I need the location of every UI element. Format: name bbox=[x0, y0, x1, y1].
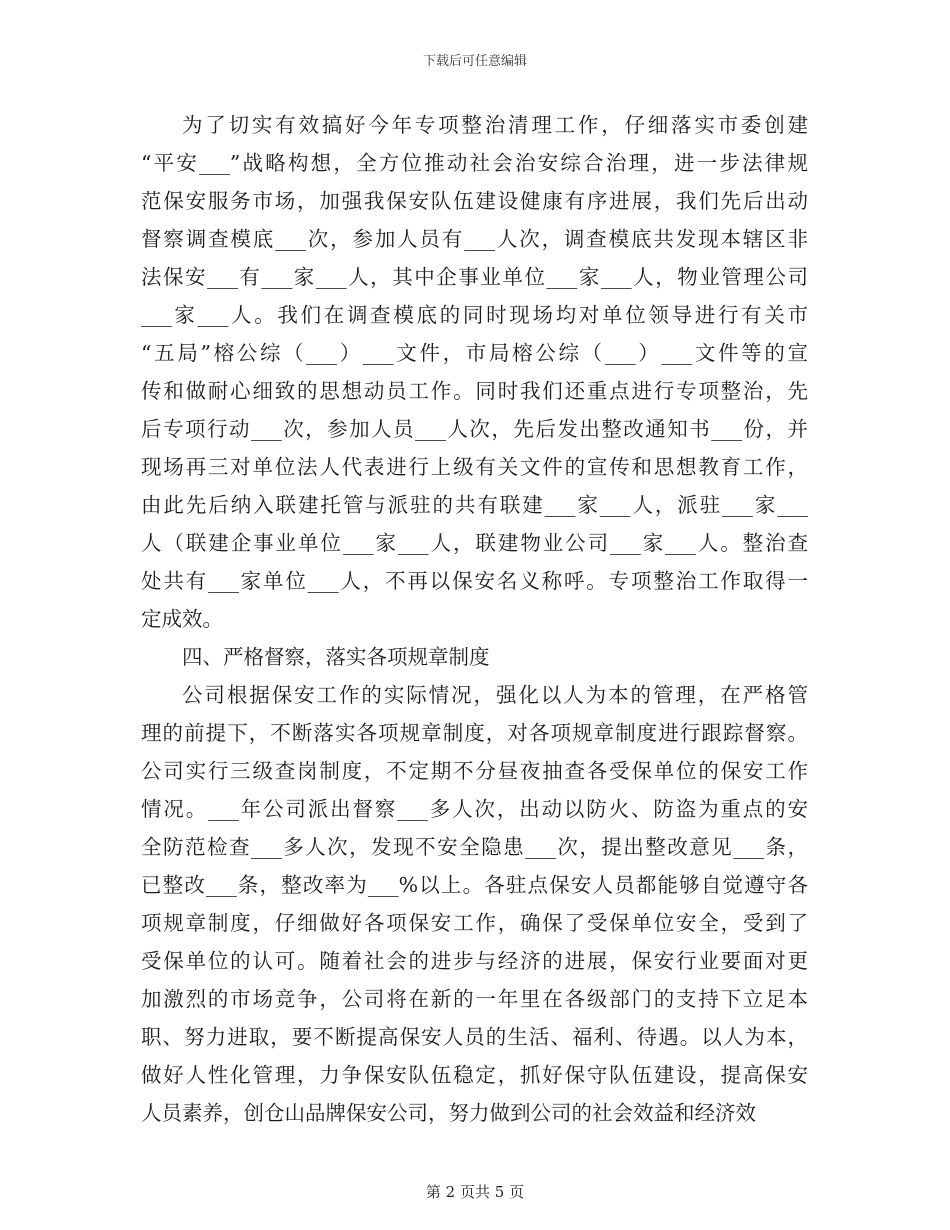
text-line: 定成效。 bbox=[141, 607, 223, 631]
paragraph bbox=[141, 676, 808, 1132]
text-line: 情况。___年公司派出督察___多人次，出动以防火、防盗为重点的安 bbox=[141, 797, 808, 821]
text-line: 四、严格督察，落实各项规章制度 bbox=[182, 645, 490, 669]
paragraph bbox=[141, 106, 808, 638]
text-line: 处共有___家单位___人，不再以保安名义称呼。专项整治工作取得一 bbox=[141, 569, 808, 593]
text-line: 法保安___有___家___人，其中企事业单位___家___人，物业管理公司 bbox=[141, 265, 808, 289]
page-header: 下载后可任意编辑 bbox=[422, 54, 527, 69]
text-line: “五局”榕公综（___）___文件，市局榕公综（___）___文件等的宣 bbox=[141, 341, 808, 365]
paragraph bbox=[141, 638, 808, 676]
text-line: 现场再三对单位法人代表进行上级有关文件的宣传和思想教育工作， bbox=[141, 455, 808, 479]
text-line: 为了切实有效搞好今年专项整治清理工作，仔细落实市委创建 bbox=[182, 113, 808, 137]
text-line: 督察调查模底___次，参加人员有___人次，调查模底共发现本辖区非 bbox=[141, 227, 808, 251]
document-body bbox=[141, 106, 808, 1132]
text-line: 公司实行三级查岗制度，不定期不分昼夜抽查各受保单位的保安工作 bbox=[141, 759, 808, 783]
text-line: 人员素养，创仓山品牌保安公司，努力做到公司的社会效益和经济效 bbox=[141, 1101, 756, 1125]
text-line: 已整改___条，整改率为___%以上。各驻点保安人员都能够自觉遵守各 bbox=[141, 873, 808, 897]
text-line: 范保安服务市场，加强我保安队伍建设健康有序进展，我们先后出动 bbox=[141, 189, 808, 213]
text-line: 受保单位的认可。随着社会的进步与经济的进展，保安行业要面对更 bbox=[141, 949, 808, 973]
text-line: 由此先后纳入联建托管与派驻的共有联建___家___人，派驻___家___ bbox=[141, 493, 808, 517]
text-line: 全防范检查___多人次，发现不安全隐患___次，提出整改意见___条， bbox=[141, 835, 808, 859]
text-line: ___家___人。我们在调查模底的同时现场均对单位领导进行有关市 bbox=[141, 303, 808, 327]
page-footer: 第 2 页共 5 页 bbox=[425, 1183, 525, 1201]
text-line: 加激烈的市场竞争，公司将在新的一年里在各级部门的支持下立足本 bbox=[141, 987, 808, 1011]
text-line: 理的前提下，不断落实各项规章制度，对各项规章制度进行跟踪督察。 bbox=[141, 721, 808, 745]
text-line: 职、努力进取，要不断提高保安人员的生活、福利、待遇。以人为本， bbox=[141, 1025, 808, 1049]
text-line: 传和做耐心细致的思想动员工作。同时我们还重点进行专项整治，先 bbox=[141, 379, 808, 403]
text-line: 后专项行动___次，参加人员___人次，先后发出整改通知书___份，并 bbox=[141, 417, 808, 441]
text-line: 人（联建企事业单位___家___人，联建物业公司___家___人。整治查 bbox=[141, 531, 808, 555]
text-line: 项规章制度，仔细做好各项保安工作，确保了受保单位安全，受到了 bbox=[141, 911, 808, 935]
text-line: 公司根据保安工作的实际情况，强化以人为本的管理，在严格管 bbox=[182, 683, 808, 707]
text-line: 做好人性化管理，力争保安队伍稳定，抓好保守队伍建设，提高保安 bbox=[141, 1063, 808, 1087]
text-line: “平安___”战略构想，全方位推动社会治安综合治理，进一步法律规 bbox=[141, 151, 808, 175]
